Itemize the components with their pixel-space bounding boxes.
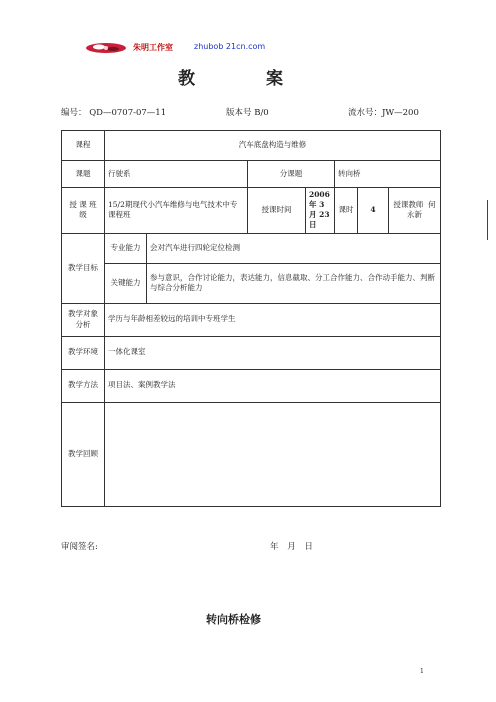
row-class — [62, 188, 441, 234]
target-value: 学历与年龄相差较远的培训中专班学生 — [105, 303, 441, 336]
doc-version: 版本号 B/0 — [226, 108, 269, 118]
course-value: 汽车底盘构造与维修 — [105, 131, 441, 161]
teacher-value: 何永新 — [407, 200, 436, 220]
hours-label: 课时 — [335, 188, 358, 234]
time-value: 2006 年 3 月 23 日 — [306, 188, 335, 234]
target-label: 教学对象分析 — [62, 303, 105, 336]
doc-serial: 流水号：JW—200 — [348, 108, 419, 118]
studio-logo-icon — [84, 41, 128, 55]
row-review — [62, 402, 441, 506]
section-title: 转向桥检修 — [206, 613, 261, 626]
hours-value: 4 — [358, 188, 389, 234]
row-target — [62, 303, 441, 336]
goal-label: 教学目标 — [62, 233, 105, 303]
env-label: 教学环境 — [62, 336, 105, 369]
method-label: 教学方法 — [62, 369, 105, 402]
lesson-plan-table — [61, 130, 441, 507]
method-value: 项目法、案例教学法 — [105, 369, 441, 402]
topic-label: 课题 — [62, 161, 105, 188]
pro-value: 会对汽车进行四轮定位检测 — [147, 233, 441, 263]
pro-label: 专业能力 — [105, 233, 147, 263]
row-goal-pro — [62, 233, 441, 263]
key-label: 关键能力 — [105, 263, 147, 303]
row-method — [62, 369, 441, 402]
env-value: 一体化课室 — [105, 336, 441, 369]
row-course — [62, 131, 441, 161]
review-date: 年 月 日 — [270, 542, 313, 552]
row-env — [62, 336, 441, 369]
doc-title-left: 教 — [178, 69, 195, 89]
review-value — [105, 402, 441, 506]
review-signature: 审阅签名: — [61, 542, 98, 552]
class-value: 15/2期现代小汽车维修与电气技术中专课程班 — [105, 188, 248, 234]
row-goal-key — [62, 263, 441, 303]
teacher-label: 授课教师 — [393, 200, 424, 210]
margin-rule — [487, 200, 488, 240]
key-value: 参与意识，合作讨论能力，表达能力，信息截取、分工合作能力、合作动手能力、判断与综合分析能力 — [147, 263, 441, 303]
topic-value: 行驶系 — [105, 161, 248, 188]
row-topic — [62, 161, 441, 188]
subtopic-label: 分课题 — [248, 161, 335, 188]
studio-name: 朱明工作室 — [133, 43, 173, 52]
studio-website: zhubob 21cn.com — [194, 42, 266, 51]
teacher-cell — [389, 188, 441, 234]
subtopic-value: 转向桥 — [335, 161, 441, 188]
doc-title-right: 案 — [266, 69, 283, 89]
time-label: 授课时间 — [248, 188, 306, 234]
review-label: 教学回顾 — [62, 402, 105, 506]
doc-code: 编号： QD—0707-07—11 — [61, 108, 167, 118]
course-label: 课程 — [62, 131, 105, 161]
class-label: 授 课 班 级 — [62, 188, 105, 234]
page-number: 1 — [420, 668, 424, 675]
